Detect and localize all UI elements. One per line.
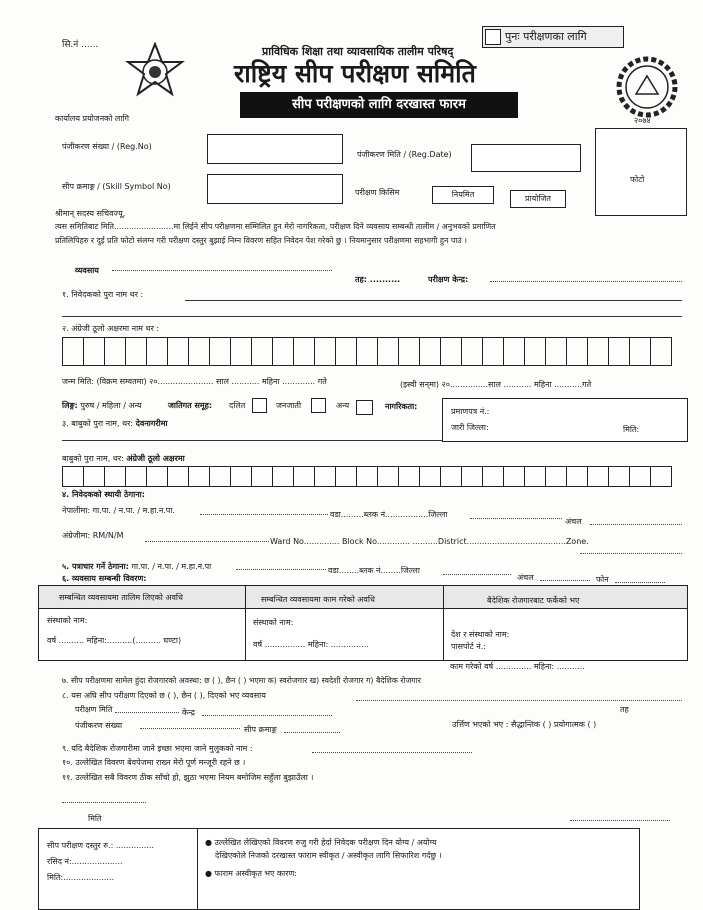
reapply-checkbox[interactable] xyxy=(485,29,501,45)
letter-box[interactable] xyxy=(210,338,231,366)
letter-box[interactable] xyxy=(147,467,168,487)
letter-box[interactable] xyxy=(630,467,651,487)
letter-box[interactable] xyxy=(420,467,441,487)
passport-no[interactable]: पासपोर्ट नं.: xyxy=(451,642,486,651)
center-label: परीक्षण केन्द्र: xyxy=(428,275,469,284)
foreign-country[interactable]: देश र संस्थाको नाम: xyxy=(451,630,510,639)
receipt-date[interactable]: मिति:.................... xyxy=(47,873,115,882)
letter-box[interactable] xyxy=(147,338,168,366)
reg-date-label: पंजीकरण मिति ∕ (Reg.Date) xyxy=(357,150,452,159)
q9-foreign-country: ९. यदि बैदेशिक रोजगारीमा जाने इच्छा भएमा जाने मुलुकको नाम : xyxy=(62,744,253,753)
reg-count-label: पंजीकरण संख्या xyxy=(75,721,123,730)
foreign-employment-header: बैदेशिक रोजगारबाट फर्केको भए xyxy=(487,596,580,605)
letter-box[interactable] xyxy=(210,467,231,487)
test-fee[interactable]: सीप परीक्षण दस्तुर रु.: ............... xyxy=(47,841,154,850)
letter-box[interactable] xyxy=(252,467,273,487)
english-name-grid[interactable] xyxy=(62,337,672,366)
letter-box[interactable] xyxy=(483,338,504,366)
caste-label: जातिगत समूह: xyxy=(168,401,213,410)
letter-box[interactable] xyxy=(525,338,546,366)
np-zone-label: अंचल xyxy=(565,517,582,526)
issue-date-label: मिति: xyxy=(623,425,640,434)
date-field[interactable] xyxy=(62,802,146,803)
letter-box[interactable] xyxy=(441,467,462,487)
np-zone-field[interactable] xyxy=(590,524,682,525)
letter-box[interactable] xyxy=(168,338,189,366)
q5-address-type: गा.पा. ∕ न.पा. ∕ म.हा.न.पा xyxy=(131,562,212,571)
occupation-details-table xyxy=(38,585,688,661)
gender-row xyxy=(62,401,142,411)
letter-box[interactable] xyxy=(378,338,399,366)
np-district-field[interactable] xyxy=(470,518,562,519)
q2-english-name: २. अंग्रेजी ठूलो अक्षरमा नाम थर : xyxy=(62,324,160,333)
letter-box[interactable] xyxy=(315,338,336,366)
letter-box[interactable] xyxy=(357,467,378,487)
letter-box[interactable] xyxy=(441,338,462,366)
letter-box[interactable] xyxy=(252,338,273,366)
exam-center-label: केन्द्र xyxy=(182,708,195,717)
letter-box[interactable] xyxy=(483,467,504,487)
letter-box[interactable] xyxy=(105,467,126,487)
letter-box[interactable] xyxy=(546,467,567,487)
q1-line xyxy=(185,300,682,301)
photo-label: फोटो xyxy=(630,175,645,184)
photo-box[interactable] xyxy=(595,128,687,216)
letter-box[interactable] xyxy=(546,338,567,366)
letter-box[interactable] xyxy=(504,338,525,366)
letter-box[interactable] xyxy=(231,338,252,366)
en-zone-field[interactable] xyxy=(580,553,682,554)
father-name-grid[interactable] xyxy=(62,466,672,487)
father-english-row xyxy=(62,454,185,464)
reg-date-field[interactable] xyxy=(471,144,581,172)
letter-box[interactable] xyxy=(462,467,483,487)
letter-box[interactable] xyxy=(651,338,672,366)
exam-type-label: परीक्षण किसिम xyxy=(355,188,400,197)
reg-count-field[interactable] xyxy=(140,728,240,729)
recommendation-note-2: देखिएकोले निजको दरखास्त फाराम स्वीकृत ∕ अस्वीकृत लागि सिफारिश गर्दछु । xyxy=(215,851,442,860)
skill-symbol-label: सीप क्रमाङ्ग ∕ (Skill Symbol No) xyxy=(62,182,171,191)
office-use-label: कार्यालय प्रयोजनको लागि xyxy=(55,114,130,123)
np-ward-block: वडा.........ब्लक नं.................जिल्ला xyxy=(330,510,448,519)
letter-box[interactable] xyxy=(567,467,588,487)
practical-option[interactable]: प्रायोजित xyxy=(510,190,566,208)
q3-line xyxy=(62,440,442,441)
letter-box[interactable] xyxy=(336,338,357,366)
council-name: प्राविधिक शिक्षा तथा व्यावसायिक तालीम परिषद् xyxy=(262,45,454,58)
dob-bs: जन्म मिति: (विक्रम सम्वतमा) २०...................... साल ........... महिना ............. गते xyxy=(62,377,327,386)
skill-no-label: सीप क्रमाङ्ग xyxy=(244,725,277,734)
cert-no-label: प्रमाणपत्र नं.: xyxy=(451,407,490,416)
letter-box[interactable] xyxy=(126,467,147,487)
exam-date-label: परीक्षण मिति xyxy=(75,705,113,714)
letter-box[interactable] xyxy=(168,467,189,487)
letter-box[interactable] xyxy=(651,467,672,487)
training-period-header: सम्बन्धित व्यवसायमा तालिम लिएको अवधि xyxy=(59,593,183,602)
date-label: मिति xyxy=(88,814,102,823)
level-label: तह: .......... xyxy=(355,275,401,284)
form-title: सीप परीक्षणको लागि दरखास्त फारम xyxy=(240,92,518,118)
dalit-label: दलित xyxy=(229,401,246,410)
q3-label: ३. बाबुको पुरा नाम, थर: xyxy=(62,419,134,428)
exam-date-field[interactable] xyxy=(115,712,179,713)
work-duration[interactable]: वर्ष ................ महिना: ............... xyxy=(253,640,369,649)
letter-box[interactable] xyxy=(126,338,147,366)
q8-occupation-field[interactable] xyxy=(356,700,682,701)
letter-box[interactable] xyxy=(63,338,84,366)
foreign-work-years[interactable]: काम गरेको वर्ष .............. महिना: ........... xyxy=(450,662,585,671)
exam-center-field[interactable] xyxy=(202,715,332,716)
q5-phone-field[interactable] xyxy=(615,582,665,583)
letter-box[interactable] xyxy=(504,467,525,487)
occupation-field[interactable] xyxy=(112,270,332,271)
citizenship-box[interactable] xyxy=(442,398,688,442)
q3-devanagari: देवनागरीमा xyxy=(135,419,168,428)
letter-box[interactable] xyxy=(231,467,252,487)
letter-box[interactable] xyxy=(588,467,609,487)
gender-options[interactable]: पुरुष ∕ महिला ∕ अन्य xyxy=(80,401,142,410)
nepal-emblem-logo xyxy=(125,42,185,106)
q5-correspondence xyxy=(62,562,211,572)
q7-employment-status: ७. सीप परीक्षणमा सामेल हुंदा रोजगारको अवस्था: छ ( ), छैन ( ) भएमा क) स्वरोजगार ख) स्वदेशी रोजगार ग) बैदेशिक रोजगार xyxy=(62,676,421,685)
letter-box[interactable] xyxy=(294,467,315,487)
issue-district-label: जारी जिल्ला: xyxy=(451,423,489,432)
other-checkbox[interactable] xyxy=(356,400,373,415)
letter-box[interactable] xyxy=(609,467,630,487)
q8-level-label: तह xyxy=(620,705,629,714)
work-institute[interactable]: संस्थाको नाम: xyxy=(253,618,294,627)
q5-ward-block: वडा........ब्लक नं........जिल्ला xyxy=(328,566,420,575)
training-institute[interactable]: संस्थाको नाम: xyxy=(47,616,88,625)
training-duration[interactable]: वर्ष .......... महिना:..........(.......... घण्टा) xyxy=(47,636,182,645)
dalit-checkbox[interactable] xyxy=(252,398,267,413)
letter-box[interactable] xyxy=(609,338,630,366)
q3-father-name xyxy=(62,419,168,429)
passed-status[interactable]: उर्त्तिण भएको भए : सैद्धान्तिक ( ) प्रयोगात्मक ( ) xyxy=(452,720,597,729)
dob-ad: (इस्वी सन्‌मा) २०...............साल ........... महिना ...........गते xyxy=(400,380,592,389)
letter-box[interactable] xyxy=(84,467,105,487)
q5-municipality-field[interactable] xyxy=(236,569,326,570)
citizenship-label: नागरिकता: xyxy=(385,402,418,411)
gender-label: लिङ्ग: xyxy=(62,401,78,410)
letter-box[interactable] xyxy=(84,338,105,366)
skill-no-field[interactable] xyxy=(284,732,340,733)
reapply-box xyxy=(482,26,624,48)
letter-box[interactable] xyxy=(399,338,420,366)
letter-box[interactable] xyxy=(273,467,294,487)
en-municipality-field[interactable] xyxy=(145,541,269,542)
intro-line-2: प्रतिलिपिहरु र दुई प्रति फोटो संलग्न गरी परीक्षण दस्तुर बुझाई निम्न विवरण सहित निवेदन पेश गरेको छु । नियमानुसार परीक्षणमा सहभागी हुन पाउं । xyxy=(55,236,467,245)
janajati-label: जनजाती xyxy=(276,401,302,410)
letter-box[interactable] xyxy=(378,467,399,487)
q5-phone-label: फोन xyxy=(596,575,609,584)
recommendation-note-1: ● उल्लेखित लेखिएको विवरण रुजु गरी हेर्दा निवेदक परीक्षण दिन योग्य ∕ अयोग्य xyxy=(205,838,437,847)
en-address-row xyxy=(62,531,123,541)
other-caste-label: अन्य xyxy=(336,401,350,410)
q4-permanent-address: ४. निवेदकको स्थायी ठेगाना: xyxy=(62,490,145,499)
q5-zone-field[interactable] xyxy=(540,580,590,581)
letter-box[interactable] xyxy=(525,467,546,487)
letter-box[interactable] xyxy=(420,338,441,366)
q9-country-field[interactable] xyxy=(312,752,472,753)
np-address-label: नेपालीमा: गा.पा. ∕ न.पा. ∕ म.हा.न.पा. xyxy=(62,506,175,515)
q8-previous-test: ८. यस अघि सीप परीक्षण दिएको छ ( ), छैन ( ), दिएको भए व्यवसाय xyxy=(62,691,266,700)
regular-option[interactable]: नियमित xyxy=(432,186,494,204)
serial-number: सि.नं ...... xyxy=(62,40,99,50)
q5-district-field[interactable] xyxy=(443,574,511,575)
signature-field[interactable] xyxy=(570,820,670,821)
occupation-label: व्यवसाय xyxy=(75,266,99,275)
en-ward-block: Ward No.............. Block No............. ..........District.......................................Zone. xyxy=(270,537,589,546)
letter-box[interactable] xyxy=(315,467,336,487)
q1-line-2 xyxy=(62,316,682,317)
letter-box[interactable] xyxy=(294,338,315,366)
rejection-reason[interactable]: ● फाराम अस्वीकृत भए कारण: xyxy=(205,869,297,878)
q1-applicant-name: १. निवेदकको पुरा नाम थर : xyxy=(62,290,144,299)
letter-box[interactable] xyxy=(105,338,126,366)
reapply-label: पुनः परीक्षणका लागि xyxy=(505,30,587,43)
committee-name: राष्ट्रिय सीप परीक्षण समिति xyxy=(234,59,476,88)
en-rm-label: RM/N/M xyxy=(92,531,124,540)
ctevt-gear-logo xyxy=(614,54,680,120)
logo-year: २०७४ xyxy=(634,116,651,125)
en-label: अंग्रेजीमा: xyxy=(62,531,91,540)
q5-zone-label: अंचल xyxy=(517,573,534,582)
center-field[interactable] xyxy=(490,281,682,282)
janajati-checkbox[interactable] xyxy=(311,398,326,413)
salutation: श्रीमान् सदस्य सचिवज्यू, xyxy=(55,209,126,218)
letter-box[interactable] xyxy=(273,338,294,366)
father-en-label: बाबुको पुरा नाम, थर: xyxy=(62,454,124,463)
letter-box[interactable] xyxy=(588,338,609,366)
q10-web-consent: १०. उल्लेखित विवरण बेवपेजमा राख्न मेरो पूर्ण मन्जूरी रहने छ । xyxy=(62,758,246,767)
letter-box[interactable] xyxy=(567,338,588,366)
letter-box[interactable] xyxy=(189,338,210,366)
reg-no-field[interactable] xyxy=(207,134,343,164)
letter-box[interactable] xyxy=(189,467,210,487)
reg-no-label: पंजीकरण संख्या ∕ (Reg.No) xyxy=(62,142,152,151)
q5-label: ५. पत्राचार गर्ने ठेगाना: xyxy=(62,562,129,571)
letter-box[interactable] xyxy=(462,338,483,366)
office-use-footer xyxy=(38,828,640,910)
work-period-header: सम्बन्धित व्यवसायमा काम गरेको अवधि xyxy=(261,595,375,604)
q11-declaration: ११. उल्लेखित सबै विवरण ठीक साँचो हो, झुठा भएमा नियम बमोजिम सहुँला बुझाउँला । xyxy=(62,773,314,782)
intro-line-1: त्यस समितिबाट मिति........................मा लिईने सीप परीक्षणमा सम्मिलित हुन मेरो नागरिकता, परीक्षण दिने व्यवसाय सम्बन्धी तालीम ∕ अनुभवको प्रमाणित xyxy=(55,222,496,231)
letter-box[interactable] xyxy=(336,467,357,487)
letter-box[interactable] xyxy=(399,467,420,487)
letter-box[interactable] xyxy=(630,338,651,366)
receipt-no[interactable]: रसिद नं:.................... xyxy=(47,857,123,866)
letter-box[interactable] xyxy=(63,467,84,487)
letter-box[interactable] xyxy=(357,338,378,366)
father-en-caps: अंग्रेजी ठूलो अक्षरमा xyxy=(126,454,185,463)
q6-occupation-details: ६. व्यवसाय सम्बन्धी विवरण: xyxy=(62,574,147,583)
skill-symbol-field[interactable] xyxy=(207,174,343,204)
np-municipality-field[interactable] xyxy=(200,514,328,515)
